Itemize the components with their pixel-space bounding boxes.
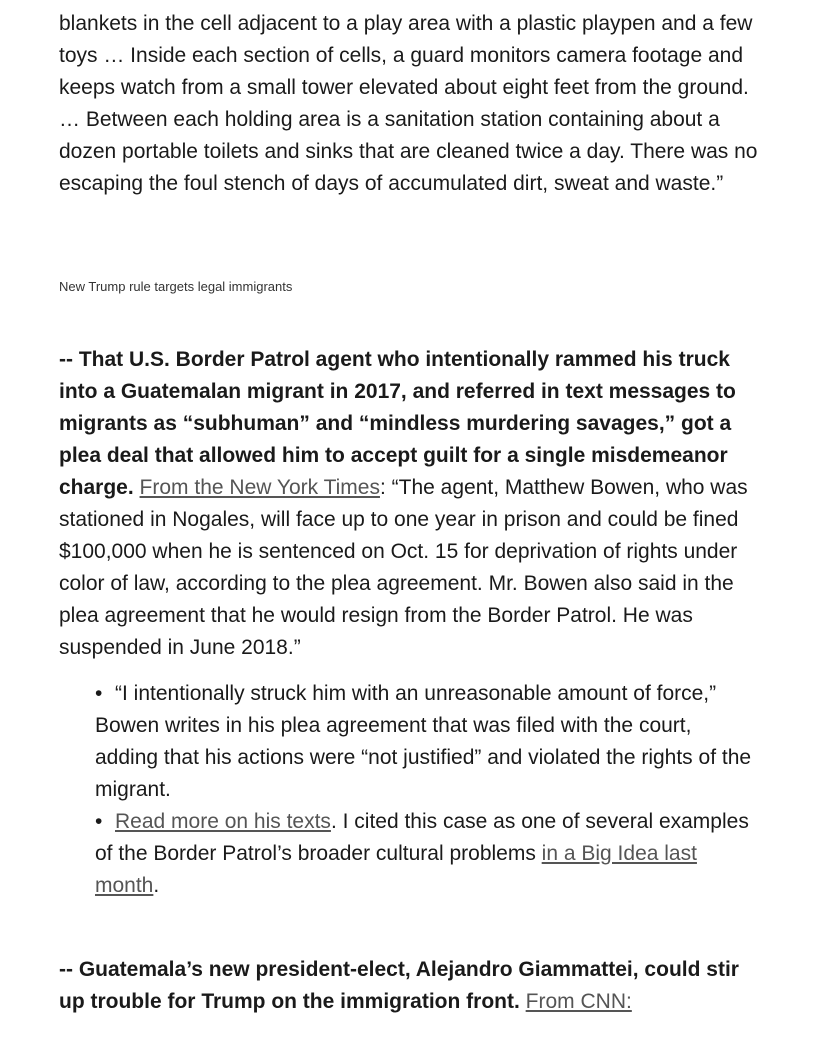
article-body	[59, 0, 769, 1018]
bullet-item-texts	[95, 806, 755, 902]
bullet-text-end: .	[153, 874, 160, 897]
story-paragraph-guatemala	[59, 954, 769, 1018]
bullet-text: . I cited this case as one of several examples of the Border Patrol’s broader cultural problems	[95, 810, 749, 865]
image-caption: New Trump rule targets legal immigrants	[59, 279, 293, 294]
bullet-item-plea-quote	[95, 678, 755, 806]
story-quote: : “The agent, Matthew Bowen, who was stationed in Nogales, will face up to one year in prison and could be fined $100,000 when he is sentenced on Oct. 15 for deprivation of rights under color of law, according to the plea agreement. Mr. Bowen also said in the plea agreement that he would resign from the Border Patrol. He was suspended in June 2018.”	[59, 476, 748, 659]
cnn-source-link[interactable]: From CNN:	[525, 990, 632, 1013]
bullet-list	[95, 678, 755, 902]
bullet-dot: •	[95, 810, 103, 833]
nyt-source-link[interactable]: From the New York Times	[139, 476, 380, 499]
story-paragraph-border-patrol	[59, 344, 769, 664]
bullet-dot: •	[95, 682, 103, 705]
read-more-texts-link[interactable]: Read more on his texts	[115, 810, 331, 833]
story-headline: -- Guatemala’s new president-elect, Alejandro Giammattei, could stir up trouble for Trump on the immigration front.	[59, 958, 739, 1013]
big-idea-link[interactable]: in a Big Idea last month	[95, 842, 697, 897]
intro-paragraph: blankets in the cell adjacent to a play area with a plastic playpen and a few toys … Inside each section of cells, a guard monitors camera footage and keeps watch from a small tower elevated about eight feet from the ground. … Between each holding area is a sanitation station containing about a dozen portable toilets and sinks that are cleaned twice a day. There was no escaping the foul stench of days of accumulated dirt, sweat and waste.”	[59, 12, 758, 195]
story-headline: -- That U.S. Border Patrol agent who intentionally rammed his truck into a Guatemalan migrant in 2017, and referred in text messages to migrants as “subhuman” and “mindless murdering savages,” got a plea deal that allowed him to accept guilt for a single misdemeanor charge.	[59, 348, 736, 499]
bullet-text: “I intentionally struck him with an unreasonable amount of force,” Bowen writes in his plea agreement that was filed with the court, adding that his actions were “not justified” and violated the rights of the migrant.	[95, 682, 752, 801]
